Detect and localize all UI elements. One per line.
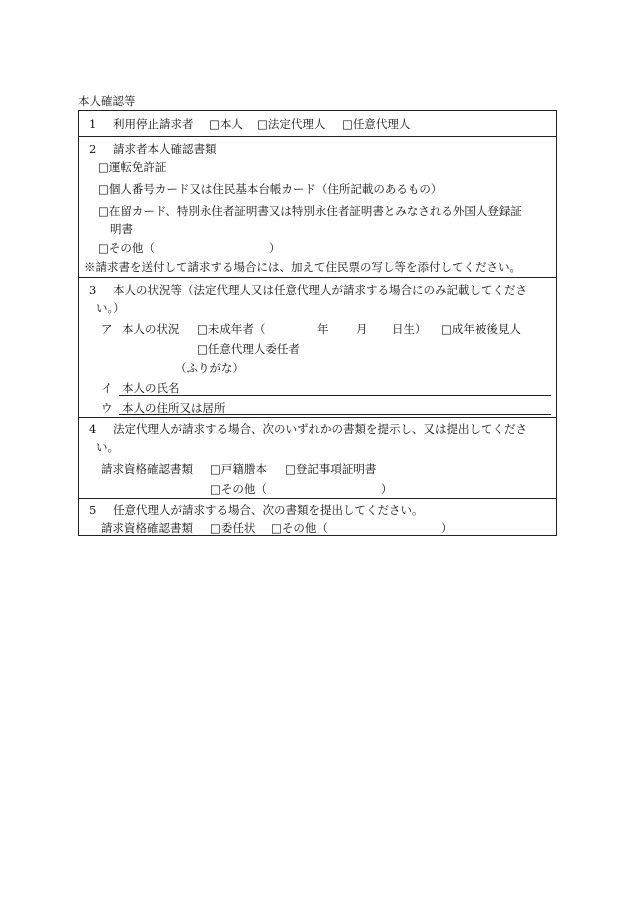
mail-request-note: ※請求書を送付して請求する場合には、加えて住民票の写し等を添付してください。: [84, 260, 521, 274]
identity-verification-form: [78, 110, 557, 536]
section-4-number: 4: [89, 422, 97, 436]
section-4-label-cont: い。: [96, 440, 119, 454]
drivers-license-checkbox[interactable]: □運転免許証: [98, 160, 167, 174]
birth-month-label: 月: [356, 322, 368, 336]
item-a-mark: ア: [101, 322, 113, 336]
birth-year-label: 年: [317, 322, 329, 336]
residence-card-label-cont: 明書: [110, 222, 133, 236]
voluntary-qualification-docs-label: 請求資格確認書類: [101, 521, 193, 535]
section-5-label: 任意代理人が請求する場合、次の書類を提出してください。: [113, 503, 424, 517]
section-1-label: 利用停止請求者: [113, 117, 194, 131]
residence-card-checkbox[interactable]: □在留カード、特別永住者証明書又は特別永住者証明書とみなされる外国人登録証: [98, 204, 522, 218]
family-register-checkbox[interactable]: □戸籍謄本: [210, 462, 267, 476]
subject-name-field[interactable]: [119, 395, 551, 396]
requester-legal-agent-checkbox[interactable]: □法定代理人: [257, 117, 326, 131]
section-1-number: 1: [89, 117, 97, 131]
item-u-mark: ウ: [101, 401, 113, 415]
section-2-number: 2: [89, 142, 97, 156]
my-number-card-checkbox[interactable]: □個人番号カード又は住民基本台帳カード（住所記載のあるもの）: [98, 182, 443, 196]
divider-4-5: [79, 498, 556, 499]
qualification-docs-label: 請求資格確認書類: [101, 462, 193, 476]
section-4-label: 法定代理人が請求する場合、次のいずれかの書類を提示し、又は提出してくださ: [113, 422, 527, 436]
subject-address-label: 本人の住所又は居所: [122, 401, 226, 415]
voluntary-delegator-checkbox[interactable]: □任意代理人委任者: [197, 342, 300, 356]
registry-certificate-checkbox[interactable]: □登記事項証明書: [285, 462, 377, 476]
legal-agent-other-close: ）: [381, 482, 393, 496]
divider-3-4: [79, 417, 556, 418]
legal-agent-other-checkbox[interactable]: □その他（: [210, 482, 267, 496]
divider-2-3: [79, 277, 556, 278]
subject-address-field[interactable]: [119, 414, 551, 415]
divider-1-2: [79, 136, 556, 137]
other-id-close: ）: [269, 241, 281, 255]
requester-voluntary-agent-checkbox[interactable]: □任意代理人: [342, 117, 411, 131]
section-5-number: 5: [89, 503, 97, 517]
page-title: 本人確認等: [78, 94, 136, 108]
requester-self-checkbox[interactable]: □本人: [209, 117, 243, 131]
minor-checkbox[interactable]: □未成年者（: [197, 322, 266, 336]
voluntary-agent-other-close: ）: [441, 521, 453, 535]
section-3-label: 本人の状況等（法定代理人又は任意代理人が請求する場合にのみ記載してくださ: [113, 283, 527, 297]
section-3-number: 3: [89, 283, 97, 297]
item-i-mark: イ: [101, 381, 113, 395]
power-of-attorney-checkbox[interactable]: □委任状: [210, 521, 256, 535]
birth-day-label: 日生）: [392, 322, 427, 336]
subject-name-label: 本人の氏名: [122, 381, 180, 395]
subject-status-label: 本人の状況: [122, 322, 180, 336]
adult-guardian-checkbox[interactable]: □成年被後見人: [441, 322, 521, 336]
furigana-label: （ふりがな）: [175, 361, 244, 375]
section-3-label-cont: い。）: [96, 301, 125, 315]
section-2-label: 請求者本人確認書類: [113, 142, 217, 156]
voluntary-agent-other-checkbox[interactable]: □その他（: [271, 521, 328, 535]
other-id-checkbox[interactable]: □その他（: [98, 241, 155, 255]
